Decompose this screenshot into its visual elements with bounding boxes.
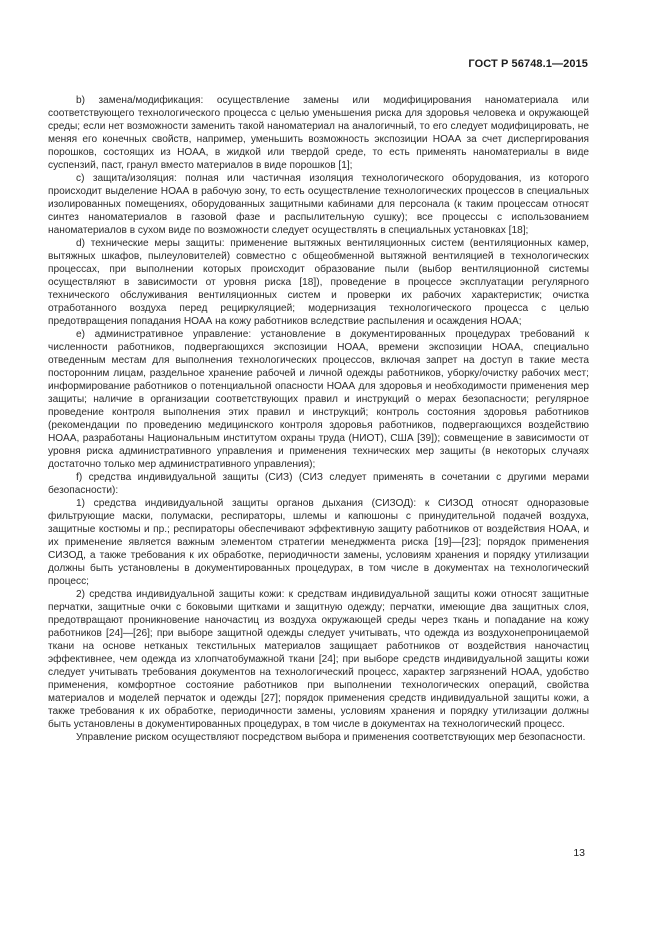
paragraph-substitution: b) замена/модификация: осуществление замены или модифицирования наноматериала или соответствующего технологического процесса с целью уменьшения риска для здоровья человека и окружающей среды; если нет возможности заменить такой наноматериал на аналогичный, то его следует модифицировать, не меняя его конечных свойств, например, уменьшить возможность экспозиции НОАА за счет диспергирования порошков, состоящих из НОАА, в жидкой или твердой среде, то есть применять наноматериалы в виде суспензий, паст, гранул вместо материалов в виде порошков [1]; — [48, 95, 589, 171]
page-number: 13 — [573, 847, 585, 859]
document-standard-header: ГОСТ Р 56748.1—2015 — [468, 58, 588, 70]
paragraph-isolation: c) защита/изоляция: полная или частичная изоляция технологического оборудования, из которого происходит выделение НОАА в рабочую зону, то есть осуществление технологических процессов в специальных изолированных помещениях, оборудованных защитными кабинами для персонала (к таким процессам относят синтез наноматериалов в газовой фазе и распылительную сушку); все процессы с использованием наноматериалов в сухом виде по возможности следует осуществлять в специальных установках [18]; — [48, 173, 589, 236]
paragraph-respiratory-protection: 1) средства индивидуальной защиты органов дыхания (СИЗОД): к СИЗОД относят одноразовые фильтрующие маски, полумаски, респираторы, шлемы и капюшоны с принудительной подачей воздуха, защитные костюмы и пр.; респираторы обеспечивают эффективную защиту работников от воздействия НОАА, и их применение является важным элементом стратегии менеджмента риска [19]—[23]; порядок применения СИЗОД, а также требования к их обработке, периодичности замены, условиям хранения и порядку утилизации должны быть установлены в документированных процедурах, в том числе в документах на технологический процесс; — [48, 498, 589, 587]
paragraph-engineering-controls: d) технические меры защиты: применение вытяжных вентиляционных систем (вентиляционных камер, вытяжных шкафов, пылеуловителей) совместно с общеобменной вытяжной вентиляцией в технологических процессах, при выполнении которых происходит образование пыли (выбор вентиляционной системы осуществляют в зависимости от уровня риска [18]), проведение в процессе эксплуатации регулярного технического обслуживания вентиляционных систем и проверки их рабочих характеристик; очистка отработанного воздуха перед рециркуляцией; модернизация технологического процесса с целью предотвращения попадания НОАА на кожу работников вследствие распыления и осаждения НОАА; — [48, 238, 589, 327]
paragraph-administrative-controls: e) административное управление: установление в документированных процедурах требований к численности работников, подвергающихся экспозиции НОАА, времени экспозиции НОАА, специально отведенным местам для выполнения технологических процессов, включая запрет на доступ в такие места посторонним лицам, раздельное хранение рабочей и личной одежды работников, уборку/очистку рабочих мест; информирование работников о потенциальной опасности НОАА для здоровья и необходимости применения мер защиты; наличие в организации соответствующих правил и инструкций о мерах безопасности; регулярное проведение контроля выполнения этих правил и инструкций; контроль состояния здоровья работников (рекомендации по проведению медицинского контроля здоровья работников, подвергающихся воздействию НОАА, разработаны Национальным институтом охраны труда (НИОТ), США [39]); совмещение в зависимости от уровня риска административного управления и применения технических мер защиты (в некоторых случаях достаточно только мер административного управления); — [48, 329, 589, 470]
document-body — [48, 94, 589, 744]
paragraph-ppe: f) средства индивидуальной защиты (СИЗ) (СИЗ следует применять в сочетании с другими мерами безопасности): — [48, 472, 589, 496]
paragraph-risk-management: Управление риском осуществляют посредством выбора и применения соответствующих мер безопасности. — [76, 732, 586, 743]
paragraph-skin-protection: 2) средства индивидуальной защиты кожи: к средствам индивидуальной защиты кожи относят защитные перчатки, защитные очки с боковыми щитками и защитную одежду; перчатки, имеющие два защитных слоя, предотвращают проникновение наночастиц из воздуха окружающей среды через ткань и попадание на кожу работников [24]—[26]; при выборе защитной одежды следует учитывать, что одежда из воздухонепроницаемой ткани на основе нетканых текстильных материалов защищает работников от воздействия наночастиц эффективнее, чем одежда из хлопчатобумажной ткани [24]; при выборе средств индивидуальной защиты кожи следует учитывать требования документов на технологический процесс, характер загрязнений НОАА, удобство применения, комфортное состояние работников при выполнении технологических операций, свойства материалов и моделей перчаток и одежды [27]; порядок применения средств индивидуальной защиты кожи, а также требования к их обработке, периодичности замены, условиям хранения и порядку утилизации должны быть установлены в документированных процедурах, в том числе в документах на технологический процесс. — [48, 589, 589, 730]
